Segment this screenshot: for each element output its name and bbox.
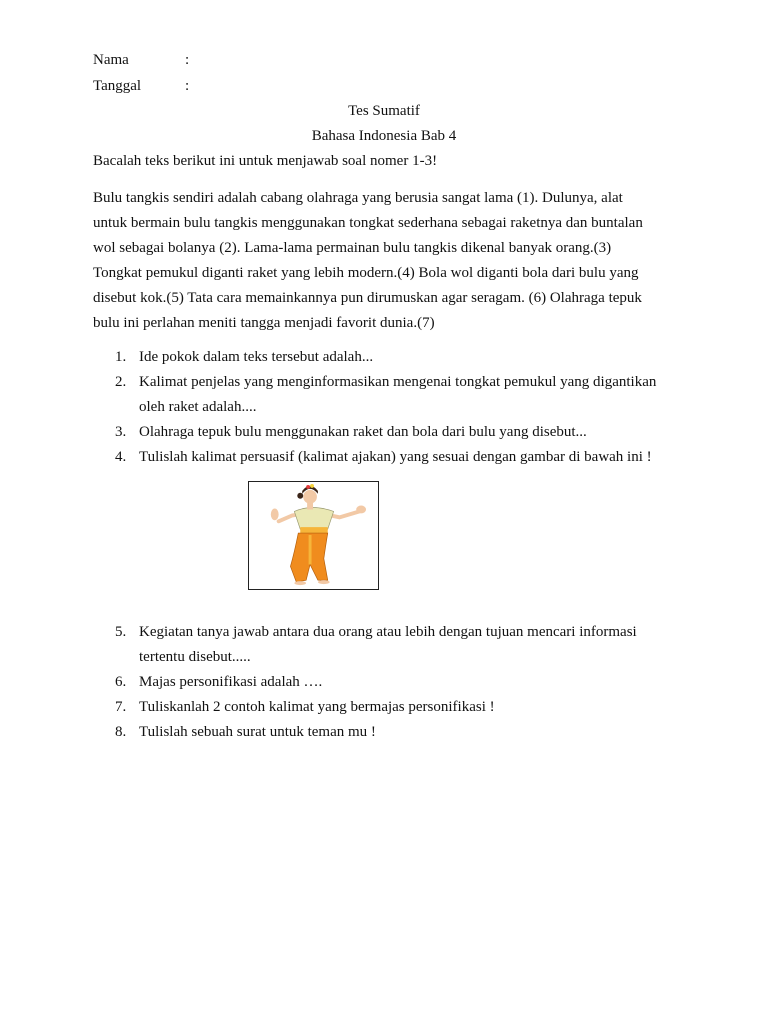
question-text: Ide pokok dalam teks tersebut adalah... <box>139 349 374 365</box>
question-text: Majas personifikasi adalah …. <box>139 674 323 690</box>
question-item-4 <box>93 445 693 470</box>
question-item-1 <box>93 345 693 370</box>
question-number: 1. <box>115 349 127 365</box>
passage-line: bulu ini perlahan meniti tangga menjadi favorit dunia.(7) <box>93 315 435 331</box>
passage-line: untuk bermain bulu tangkis menggunakan tongkat sederhana sebagai raketnya dan buntalan <box>93 215 643 231</box>
question-text-continued: tertentu disebut..... <box>139 649 251 665</box>
passage-line: Bulu tangkis sendiri adalah cabang olahraga yang berusia sangat lama (1). Dulunya, alat <box>93 190 623 206</box>
name-colon: : <box>185 52 190 68</box>
date-label: Tanggal <box>93 78 142 94</box>
question-number: 8. <box>115 724 127 740</box>
date-colon: : <box>185 78 190 94</box>
question-number: 7. <box>115 699 127 715</box>
date-field <box>93 76 189 96</box>
passage-line: Tongkat pemukul diganti raket yang lebih modern.(4) Bola wol diganti bola dari bulu yang <box>93 265 639 281</box>
question-number: 3. <box>115 424 127 440</box>
question-text: Tuliskanlah 2 contoh kalimat yang bermajas personifikasi ! <box>139 699 495 715</box>
question-text: Kalimat penjelas yang menginformasikan mengenai tongkat pemukul yang digantikan <box>139 374 657 390</box>
question-item-5 <box>93 620 693 670</box>
passage-line: disebut kok.(5) Tata cara memainkannya pun dirumuskan agar seragam. (6) Olahraga tepuk <box>93 290 642 306</box>
question-number: 4. <box>115 449 127 465</box>
name-label: Nama <box>93 52 129 68</box>
question-text: Kegiatan tanya jawab antara dua orang atau lebih dengan tujuan mencari informasi <box>139 624 637 640</box>
dancer-image <box>248 481 379 590</box>
question-number: 2. <box>115 374 127 390</box>
document-subtitle: Bahasa Indonesia Bab 4 <box>311 128 457 144</box>
passage-line: wol sebagai bolanya (2). Lama-lama permainan bulu tangkis dikenal banyak orang.(3) <box>93 240 612 256</box>
question-number: 5. <box>115 624 127 640</box>
question-item-6 <box>93 670 693 695</box>
question-text-continued: oleh raket adalah.... <box>139 399 257 415</box>
name-field <box>93 50 189 70</box>
question-item-2 <box>93 370 693 420</box>
question-item-3 <box>93 420 693 445</box>
question-number: 6. <box>115 674 127 690</box>
balinese-dancer-illustration <box>249 482 378 589</box>
question-text: Tulislah sebuah surat untuk teman mu ! <box>139 724 376 740</box>
question-item-8 <box>93 720 693 745</box>
instructions-text: Bacalah teks berikut ini untuk menjawab soal nomer 1-3! <box>93 153 438 169</box>
question-item-7 <box>93 695 693 720</box>
document-title: Tes Sumatif <box>348 103 420 119</box>
reading-passage <box>93 186 685 336</box>
question-text: Tulislah kalimat persuasif (kalimat ajakan) yang sesuai dengan gambar di bawah ini ! <box>139 449 652 465</box>
question-text: Olahraga tepuk bulu menggunakan raket dan bola dari bulu yang disebut... <box>139 424 587 440</box>
